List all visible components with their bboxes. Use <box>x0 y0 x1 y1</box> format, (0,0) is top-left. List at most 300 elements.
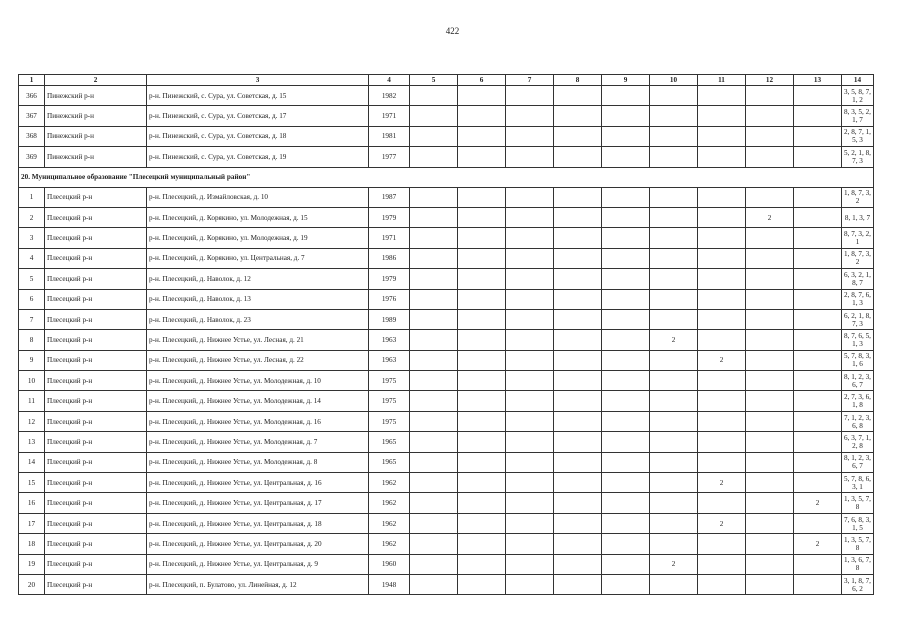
col11-cell <box>698 147 746 167</box>
col9-cell <box>602 391 650 411</box>
col12-cell <box>746 391 794 411</box>
col13-cell <box>794 350 842 370</box>
col6-cell <box>458 228 506 248</box>
col5-cell <box>410 126 458 146</box>
col5-cell <box>410 371 458 391</box>
col6-cell <box>458 371 506 391</box>
col5-cell <box>410 452 458 472</box>
year-cell: 1971 <box>369 106 410 126</box>
codes-cell: 8, 7, 6, 5, 1, 3 <box>842 330 874 350</box>
column-header: 6 <box>458 75 506 86</box>
col7-cell <box>506 411 554 431</box>
col12-cell <box>746 86 794 106</box>
col6-cell <box>458 432 506 452</box>
col10-cell <box>650 371 698 391</box>
address-cell: р-н. Плесецкий, д. Корякино, ул. Молодежная, д. 19 <box>147 228 369 248</box>
table-row <box>19 330 874 350</box>
col8-cell <box>554 534 602 554</box>
col8-cell <box>554 248 602 268</box>
col12-cell <box>746 513 794 533</box>
col10-cell <box>650 187 698 207</box>
year-cell: 1989 <box>369 309 410 329</box>
row-number: 5 <box>19 269 45 289</box>
table-row <box>19 207 874 227</box>
row-number: 366 <box>19 86 45 106</box>
district-cell: Плесецкий р-н <box>45 411 147 431</box>
col11-cell <box>698 371 746 391</box>
col7-cell <box>506 86 554 106</box>
col12-cell <box>746 126 794 146</box>
col13-cell <box>794 269 842 289</box>
row-number: 10 <box>19 371 45 391</box>
year-cell: 1979 <box>369 269 410 289</box>
row-number: 367 <box>19 106 45 126</box>
column-header: 14 <box>842 75 874 86</box>
codes-cell: 3, 5, 8, 7, 1, 2 <box>842 86 874 106</box>
col13-cell <box>794 187 842 207</box>
col7-cell <box>506 391 554 411</box>
col12-cell <box>746 350 794 370</box>
col6-cell <box>458 493 506 513</box>
col10-cell <box>650 289 698 309</box>
codes-cell: 1, 3, 5, 7, 8 <box>842 493 874 513</box>
row-number: 13 <box>19 432 45 452</box>
address-cell: р-н. Плесецкий, д. Нижнее Устье, ул. Молодежная, д. 7 <box>147 432 369 452</box>
address-cell: р-н. Плесецкий, д. Нижнее Устье, ул. Центральная, д. 16 <box>147 473 369 493</box>
col7-cell <box>506 147 554 167</box>
col9-cell <box>602 411 650 431</box>
col6-cell <box>458 473 506 493</box>
col6-cell <box>458 350 506 370</box>
col11-cell <box>698 248 746 268</box>
col11-cell <box>698 106 746 126</box>
codes-cell: 6, 3, 2, 1, 8, 7 <box>842 269 874 289</box>
col10-cell <box>650 574 698 594</box>
col8-cell <box>554 350 602 370</box>
col11-cell <box>698 574 746 594</box>
year-cell: 1975 <box>369 391 410 411</box>
col12-cell <box>746 248 794 268</box>
col8-cell <box>554 269 602 289</box>
table-row <box>19 473 874 493</box>
col8-cell <box>554 126 602 146</box>
column-header: 9 <box>602 75 650 86</box>
col9-cell <box>602 350 650 370</box>
col8-cell <box>554 473 602 493</box>
codes-cell: 5, 7, 8, 6, 3, 1 <box>842 473 874 493</box>
col5-cell <box>410 574 458 594</box>
header-row <box>19 75 874 86</box>
col5-cell <box>410 187 458 207</box>
col6-cell <box>458 147 506 167</box>
district-cell: Плесецкий р-н <box>45 269 147 289</box>
col13-cell <box>794 554 842 574</box>
col7-cell <box>506 452 554 472</box>
col9-cell <box>602 432 650 452</box>
col11-cell <box>698 269 746 289</box>
year-cell: 1962 <box>369 534 410 554</box>
col13-cell <box>794 473 842 493</box>
col11-cell: 2 <box>698 350 746 370</box>
row-number: 4 <box>19 248 45 268</box>
col9-cell <box>602 248 650 268</box>
col5-cell <box>410 554 458 574</box>
col5-cell <box>410 207 458 227</box>
address-cell: р-н. Плесецкий, д. Нижнее Устье, ул. Лесная, д. 21 <box>147 330 369 350</box>
address-cell: р-н. Плесецкий, д. Корякино, ул. Молодежная, д. 15 <box>147 207 369 227</box>
year-cell: 1981 <box>369 126 410 146</box>
col9-cell <box>602 147 650 167</box>
address-cell: р-н. Пинежский, с. Сура, ул. Советская, д. 18 <box>147 126 369 146</box>
year-cell: 1962 <box>369 513 410 533</box>
col10-cell <box>650 207 698 227</box>
year-cell: 1982 <box>369 86 410 106</box>
section-title: 20. Муниципальное образование "Плесецкий муниципальный район" <box>19 167 874 187</box>
col13-cell <box>794 147 842 167</box>
codes-cell: 1, 3, 6, 7, 8 <box>842 554 874 574</box>
district-cell: Плесецкий р-н <box>45 452 147 472</box>
col11-cell <box>698 452 746 472</box>
col5-cell <box>410 106 458 126</box>
col9-cell <box>602 534 650 554</box>
col5-cell <box>410 147 458 167</box>
address-cell: р-н. Плесецкий, д. Нижнее Устье, ул. Молодежная, д. 10 <box>147 371 369 391</box>
col7-cell <box>506 574 554 594</box>
col13-cell <box>794 411 842 431</box>
table-row <box>19 106 874 126</box>
col6-cell <box>458 207 506 227</box>
col6-cell <box>458 330 506 350</box>
col7-cell <box>506 126 554 146</box>
col10-cell: 2 <box>650 554 698 574</box>
codes-cell: 8, 1, 2, 3, 6, 7 <box>842 452 874 472</box>
year-cell: 1948 <box>369 574 410 594</box>
row-number: 16 <box>19 493 45 513</box>
col8-cell <box>554 452 602 472</box>
codes-cell: 3, 1, 8, 7, 6, 2 <box>842 574 874 594</box>
address-cell: р-н. Плесецкий, д. Нижнее Устье, ул. Центральная, д. 9 <box>147 554 369 574</box>
col5-cell <box>410 473 458 493</box>
table-row <box>19 513 874 533</box>
codes-cell: 6, 2, 1, 8, 7, 3 <box>842 309 874 329</box>
address-cell: р-н. Плесецкий, д. Нижнее Устье, ул. Центральная, д. 20 <box>147 534 369 554</box>
col13-cell <box>794 371 842 391</box>
col8-cell <box>554 411 602 431</box>
col6-cell <box>458 554 506 574</box>
address-cell: р-н. Плесецкий, д. Наволок, д. 12 <box>147 269 369 289</box>
col10-cell <box>650 248 698 268</box>
col5-cell <box>410 228 458 248</box>
table-row <box>19 554 874 574</box>
district-cell: Плесецкий р-н <box>45 187 147 207</box>
col7-cell <box>506 187 554 207</box>
col8-cell <box>554 574 602 594</box>
col5-cell <box>410 289 458 309</box>
col13-cell <box>794 452 842 472</box>
codes-cell: 5, 7, 8, 3, 1, 6 <box>842 350 874 370</box>
col9-cell <box>602 473 650 493</box>
col7-cell <box>506 473 554 493</box>
col10-cell <box>650 411 698 431</box>
district-cell: Пинежский р-н <box>45 147 147 167</box>
col8-cell <box>554 289 602 309</box>
col8-cell <box>554 330 602 350</box>
col9-cell <box>602 126 650 146</box>
col8-cell <box>554 106 602 126</box>
column-header: 7 <box>506 75 554 86</box>
col5-cell <box>410 411 458 431</box>
col7-cell <box>506 106 554 126</box>
col6-cell <box>458 534 506 554</box>
year-cell: 1963 <box>369 330 410 350</box>
col11-cell <box>698 309 746 329</box>
col6-cell <box>458 106 506 126</box>
address-cell: р-н. Плесецкий, д. Корякино, ул. Центральная, д. 7 <box>147 248 369 268</box>
col7-cell <box>506 289 554 309</box>
district-cell: Плесецкий р-н <box>45 207 147 227</box>
codes-cell: 2, 8, 7, 6, 1, 3 <box>842 289 874 309</box>
col11-cell <box>698 207 746 227</box>
col8-cell <box>554 187 602 207</box>
table-row <box>19 228 874 248</box>
district-cell: Плесецкий р-н <box>45 513 147 533</box>
col6-cell <box>458 269 506 289</box>
col6-cell <box>458 391 506 411</box>
codes-cell: 7, 6, 8, 3, 1, 5 <box>842 513 874 533</box>
col9-cell <box>602 269 650 289</box>
codes-cell: 1, 3, 5, 7, 8 <box>842 534 874 554</box>
year-cell: 1976 <box>369 289 410 309</box>
district-cell: Плесецкий р-н <box>45 391 147 411</box>
col10-cell <box>650 269 698 289</box>
col10-cell <box>650 126 698 146</box>
col9-cell <box>602 207 650 227</box>
col5-cell <box>410 309 458 329</box>
col8-cell <box>554 554 602 574</box>
col5-cell <box>410 330 458 350</box>
row-number: 18 <box>19 534 45 554</box>
district-cell: Плесецкий р-н <box>45 432 147 452</box>
address-cell: р-н. Пинежский, с. Сура, ул. Советская, д. 15 <box>147 86 369 106</box>
col13-cell <box>794 126 842 146</box>
table-row <box>19 493 874 513</box>
address-cell: р-н. Плесецкий, д. Наволок, д. 13 <box>147 289 369 309</box>
district-cell: Плесецкий р-н <box>45 248 147 268</box>
district-cell: Плесецкий р-н <box>45 330 147 350</box>
row-number: 3 <box>19 228 45 248</box>
district-cell: Плесецкий р-н <box>45 574 147 594</box>
row-number: 17 <box>19 513 45 533</box>
year-cell: 1971 <box>369 228 410 248</box>
col10-cell <box>650 493 698 513</box>
col6-cell <box>458 574 506 594</box>
row-number: 1 <box>19 187 45 207</box>
col10-cell: 2 <box>650 330 698 350</box>
col11-cell <box>698 289 746 309</box>
col9-cell <box>602 309 650 329</box>
codes-cell: 2, 8, 7, 1, 5, 3 <box>842 126 874 146</box>
col6-cell <box>458 452 506 472</box>
district-cell: Плесецкий р-н <box>45 289 147 309</box>
page-number: 422 <box>445 26 460 36</box>
table-row <box>19 248 874 268</box>
table-row <box>19 350 874 370</box>
address-cell: р-н. Плесецкий, д. Нижнее Устье, ул. Молодежная, д. 16 <box>147 411 369 431</box>
col8-cell <box>554 309 602 329</box>
row-number: 11 <box>19 391 45 411</box>
year-cell: 1975 <box>369 371 410 391</box>
row-number: 6 <box>19 289 45 309</box>
col9-cell <box>602 330 650 350</box>
district-cell: Плесецкий р-н <box>45 493 147 513</box>
col13-cell <box>794 391 842 411</box>
col9-cell <box>602 574 650 594</box>
col6-cell <box>458 289 506 309</box>
column-header: 5 <box>410 75 458 86</box>
row-number: 12 <box>19 411 45 431</box>
col12-cell <box>746 187 794 207</box>
codes-cell: 8, 1, 3, 7 <box>842 207 874 227</box>
address-cell: р-н. Плесецкий, д. Наволок, д. 23 <box>147 309 369 329</box>
col13-cell <box>794 330 842 350</box>
district-cell: Плесецкий р-н <box>45 228 147 248</box>
col5-cell <box>410 269 458 289</box>
col5-cell <box>410 534 458 554</box>
row-number: 20 <box>19 574 45 594</box>
col10-cell <box>650 228 698 248</box>
address-cell: р-н. Плесецкий, п. Булатово, ул. Линейная, д. 12 <box>147 574 369 594</box>
col13-cell <box>794 309 842 329</box>
col5-cell <box>410 432 458 452</box>
col9-cell <box>602 86 650 106</box>
column-header: 1 <box>19 75 45 86</box>
district-cell: Пинежский р-н <box>45 86 147 106</box>
table-row <box>19 289 874 309</box>
col8-cell <box>554 207 602 227</box>
col12-cell <box>746 493 794 513</box>
col9-cell <box>602 554 650 574</box>
codes-cell: 8, 3, 5, 2, 1, 7 <box>842 106 874 126</box>
col7-cell <box>506 534 554 554</box>
col13-cell <box>794 228 842 248</box>
col5-cell <box>410 513 458 533</box>
col13-cell: 2 <box>794 534 842 554</box>
col13-cell <box>794 86 842 106</box>
col11-cell <box>698 187 746 207</box>
col7-cell <box>506 513 554 533</box>
column-header: 8 <box>554 75 602 86</box>
table-row <box>19 432 874 452</box>
col6-cell <box>458 86 506 106</box>
address-cell: р-н. Плесецкий, д. Нижнее Устье, ул. Центральная, д. 17 <box>147 493 369 513</box>
col10-cell <box>650 432 698 452</box>
col7-cell <box>506 228 554 248</box>
col10-cell <box>650 452 698 472</box>
row-number: 368 <box>19 126 45 146</box>
col9-cell <box>602 452 650 472</box>
row-number: 14 <box>19 452 45 472</box>
district-cell: Плесецкий р-н <box>45 473 147 493</box>
table-row <box>19 574 874 594</box>
col9-cell <box>602 289 650 309</box>
year-cell: 1962 <box>369 473 410 493</box>
table-row <box>19 411 874 431</box>
col12-cell: 2 <box>746 207 794 227</box>
col12-cell <box>746 106 794 126</box>
year-cell: 1977 <box>369 147 410 167</box>
address-cell: р-н. Плесецкий, д. Измайловская, д. 10 <box>147 187 369 207</box>
col11-cell <box>698 493 746 513</box>
table-row <box>19 86 874 106</box>
col12-cell <box>746 411 794 431</box>
address-cell: р-н. Плесецкий, д. Нижнее Устье, ул. Центральная, д. 18 <box>147 513 369 533</box>
address-cell: р-н. Плесецкий, д. Нижнее Устье, ул. Лесная, д. 22 <box>147 350 369 370</box>
col10-cell <box>650 534 698 554</box>
col13-cell: 2 <box>794 493 842 513</box>
year-cell: 1962 <box>369 493 410 513</box>
col8-cell <box>554 147 602 167</box>
district-cell: Плесецкий р-н <box>45 554 147 574</box>
col13-cell <box>794 289 842 309</box>
col7-cell <box>506 350 554 370</box>
table-row <box>19 126 874 146</box>
col11-cell <box>698 432 746 452</box>
table-row <box>19 147 874 167</box>
col9-cell <box>602 187 650 207</box>
col11-cell: 2 <box>698 473 746 493</box>
col6-cell <box>458 126 506 146</box>
col11-cell: 2 <box>698 513 746 533</box>
col12-cell <box>746 289 794 309</box>
district-cell: Плесецкий р-н <box>45 309 147 329</box>
col11-cell <box>698 391 746 411</box>
col5-cell <box>410 248 458 268</box>
col6-cell <box>458 411 506 431</box>
codes-cell: 5, 2, 1, 8, 7, 3 <box>842 147 874 167</box>
col9-cell <box>602 228 650 248</box>
district-cell: Плесецкий р-н <box>45 350 147 370</box>
col7-cell <box>506 330 554 350</box>
year-cell: 1979 <box>369 207 410 227</box>
codes-cell: 8, 1, 2, 3, 6, 7 <box>842 371 874 391</box>
codes-cell: 7, 1, 2, 3, 6, 8 <box>842 411 874 431</box>
year-cell: 1963 <box>369 350 410 370</box>
col11-cell <box>698 411 746 431</box>
row-number: 2 <box>19 207 45 227</box>
col12-cell <box>746 309 794 329</box>
col6-cell <box>458 309 506 329</box>
column-header: 2 <box>45 75 147 86</box>
column-header: 10 <box>650 75 698 86</box>
col9-cell <box>602 493 650 513</box>
col10-cell <box>650 147 698 167</box>
col8-cell <box>554 493 602 513</box>
col8-cell <box>554 86 602 106</box>
col7-cell <box>506 269 554 289</box>
col9-cell <box>602 513 650 533</box>
row-number: 15 <box>19 473 45 493</box>
column-header: 4 <box>369 75 410 86</box>
row-number: 19 <box>19 554 45 574</box>
address-cell: р-н. Пинежский, с. Сура, ул. Советская, д. 19 <box>147 147 369 167</box>
col8-cell <box>554 371 602 391</box>
codes-cell: 8, 7, 3, 2, 1 <box>842 228 874 248</box>
codes-cell: 2, 7, 3, 6, 1, 8 <box>842 391 874 411</box>
year-cell: 1986 <box>369 248 410 268</box>
column-header: 3 <box>147 75 369 86</box>
district-cell: Пинежский р-н <box>45 106 147 126</box>
table-row <box>19 269 874 289</box>
